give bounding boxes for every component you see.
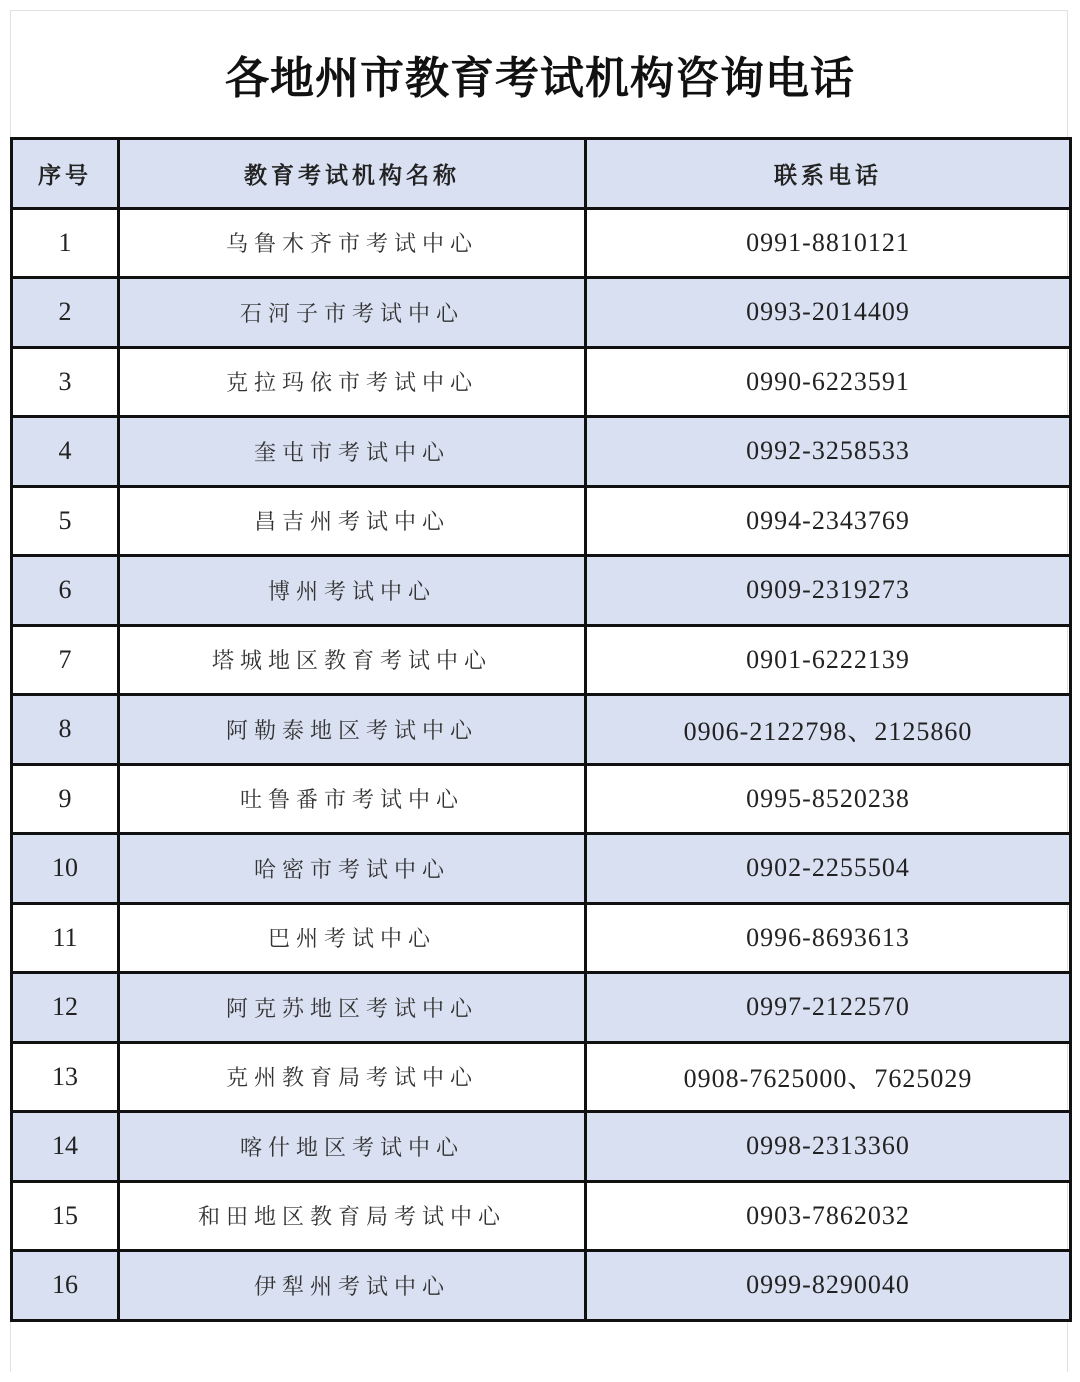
header-phone: 联系电话 (586, 139, 1071, 209)
phone-number: 0906-2122798、2125860 (586, 695, 1071, 765)
institution-name: 乌鲁木齐市考试中心 (119, 208, 586, 278)
row-index: 6 (12, 556, 119, 626)
institution-name: 克拉玛依市考试中心 (119, 347, 586, 417)
table-row (12, 903, 1071, 973)
table-row (12, 556, 1071, 626)
phone-number: 0909-2319273 (586, 556, 1071, 626)
institution-name: 石河子市考试中心 (119, 278, 586, 348)
table-header-row (12, 139, 1071, 209)
row-index: 14 (12, 1112, 119, 1182)
institution-name: 阿勒泰地区考试中心 (119, 695, 586, 765)
phone-number: 0908-7625000、7625029 (586, 1042, 1071, 1112)
row-index: 1 (12, 208, 119, 278)
institution-name: 哈密市考试中心 (119, 834, 586, 904)
institution-name: 和田地区教育局考试中心 (119, 1181, 586, 1251)
table-row (12, 347, 1071, 417)
row-index: 13 (12, 1042, 119, 1112)
table-row (12, 695, 1071, 765)
row-index: 9 (12, 764, 119, 834)
table-row (12, 834, 1071, 904)
row-index: 16 (12, 1251, 119, 1321)
institution-name: 阿克苏地区考试中心 (119, 973, 586, 1043)
phone-number: 0901-6222139 (586, 625, 1071, 695)
table-row (12, 1112, 1071, 1182)
phone-number: 0992-3258533 (586, 417, 1071, 487)
table-row (12, 1042, 1071, 1112)
institution-name: 博州考试中心 (119, 556, 586, 626)
phone-number: 0998-2313360 (586, 1112, 1071, 1182)
table-row (12, 625, 1071, 695)
table-row (12, 764, 1071, 834)
institution-name: 吐鲁番市考试中心 (119, 764, 586, 834)
page-title: 各地州市教育考试机构咨询电话 (225, 52, 855, 104)
table-row (12, 278, 1071, 348)
table-row (12, 486, 1071, 556)
row-index: 4 (12, 417, 119, 487)
phone-number: 0995-8520238 (586, 764, 1071, 834)
row-index: 8 (12, 695, 119, 765)
institution-name: 喀什地区考试中心 (119, 1112, 586, 1182)
row-index: 15 (12, 1181, 119, 1251)
institution-name: 昌吉州考试中心 (119, 486, 586, 556)
row-index: 12 (12, 973, 119, 1043)
phone-number: 0994-2343769 (586, 486, 1071, 556)
phone-number: 0997-2122570 (586, 973, 1071, 1043)
row-index: 11 (12, 903, 119, 973)
contact-table (10, 137, 1072, 1322)
table-row (12, 1251, 1071, 1321)
header-name: 教育考试机构名称 (119, 139, 586, 209)
institution-name: 塔城地区教育考试中心 (119, 625, 586, 695)
institution-name: 巴州考试中心 (119, 903, 586, 973)
row-index: 2 (12, 278, 119, 348)
institution-name: 克州教育局考试中心 (119, 1042, 586, 1112)
phone-number: 0993-2014409 (586, 278, 1071, 348)
table-row (12, 208, 1071, 278)
table-row (12, 973, 1071, 1043)
phone-number: 0999-8290040 (586, 1251, 1071, 1321)
institution-name: 奎屯市考试中心 (119, 417, 586, 487)
phone-number: 0990-6223591 (586, 347, 1071, 417)
row-index: 3 (12, 347, 119, 417)
institution-name: 伊犁州考试中心 (119, 1251, 586, 1321)
row-index: 10 (12, 834, 119, 904)
phone-number: 0991-8810121 (586, 208, 1071, 278)
table-row (12, 1181, 1071, 1251)
header-index: 序号 (12, 139, 119, 209)
row-index: 7 (12, 625, 119, 695)
phone-number: 0996-8693613 (586, 903, 1071, 973)
row-index: 5 (12, 486, 119, 556)
table-row (12, 417, 1071, 487)
phone-number: 0903-7862032 (586, 1181, 1071, 1251)
phone-number: 0902-2255504 (586, 834, 1071, 904)
